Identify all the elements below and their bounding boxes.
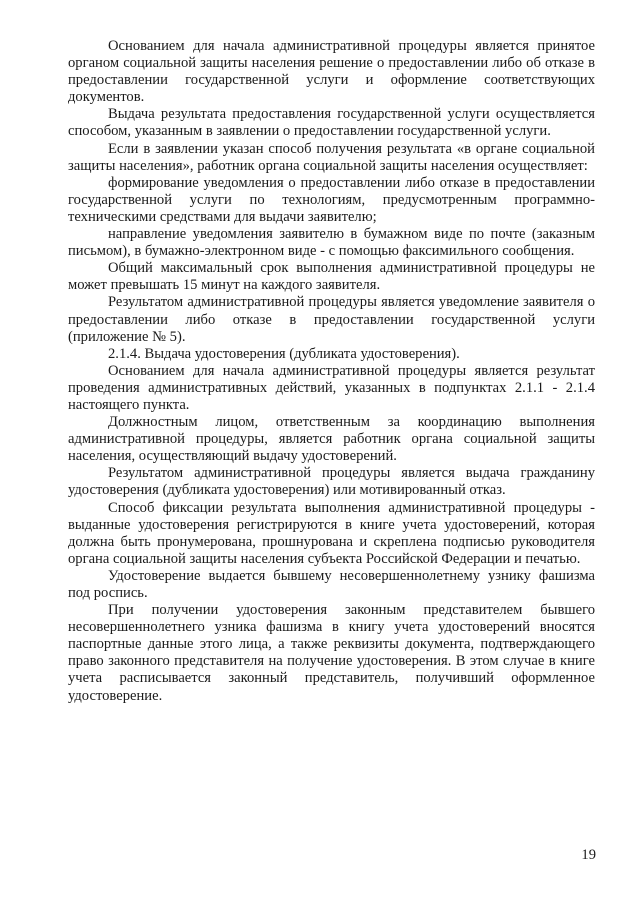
paragraph-13: Удостоверение выдается бывшему несовершеннолетнему узнику фашизма под роспись. [68, 567, 595, 601]
paragraph-4: формирование уведомления о предоставлении либо отказе в предоставлении государственной услуги по технологиям, предусмотренным программно-техническими средствами для выдачи заявителю; [68, 174, 595, 225]
paragraph-3: Если в заявлении указан способ получения результата «в органе социальной защиты населения», работник органа социальной защиты населения осуществляет: [68, 140, 595, 174]
paragraph-10: Должностным лицом, ответственным за координацию выполнения административной процедуры, является работник органа социальной защиты населения, осуществляющий выдачу удостоверений. [68, 414, 595, 465]
section-heading-2-1-4: 2.1.4. Выдача удостоверения (дубликата удостоверения). [108, 345, 460, 362]
paragraph-7: Результатом административной процедуры является уведомление заявителя о предоставлении либо отказе в предоставлении государственной услуги (приложение № 5). [68, 294, 595, 345]
paragraph-6: Общий максимальный срок выполнения административной процедуры не может превышать 15 минут на каждого заявителя. [68, 260, 595, 294]
paragraph-2: Выдача результата предоставления государственной услуги осуществляется способом, указанным в заявлении о предоставлении государственной услуги. [68, 106, 595, 140]
paragraph-14: При получении удостоверения законным представителем бывшего несовершеннолетнего узника фашизма в книгу учета удостоверений вносятся паспортные данные этого лица, а также реквизиты документа, подтверждающего право законного представителя на получение удостоверения. В этом случае в книге учета расписывается законный представитель, получивший оформленное удостоверение. [68, 602, 595, 704]
body-text [68, 38, 595, 705]
paragraph-12: Способ фиксации результата выполнения административной процедуры - выданные удостоверения регистрируются в книге учета удостоверений, которая должна быть пронумерована, прошнурована и скреплена подписью руководителя органа социальной защиты населения субъекта Российской Федерации и печатью. [68, 499, 595, 567]
paragraph-1: Основанием для начала административной процедуры является принятое органом социальной защиты населения решение о предоставлении либо об отказе в предоставлении государственной услуги и оформление соответствующих документов. [68, 38, 595, 106]
paragraph-5: направление уведомления заявителю в бумажном виде по почте (заказным письмом), в бумажно-электронном виде - с помощью факсимильного сообщения. [68, 226, 595, 260]
paragraph-9: Основанием для начала административной процедуры является результат проведения административных действий, указанных в подпунктах 2.1.1 - 2.1.4 настоящего пункта. [68, 362, 595, 413]
paragraph-11: Результатом административной процедуры является выдача гражданину удостоверения (дубликата удостоверения) или мотивированный отказ. [68, 465, 595, 499]
page-number: 19 [581, 847, 596, 863]
